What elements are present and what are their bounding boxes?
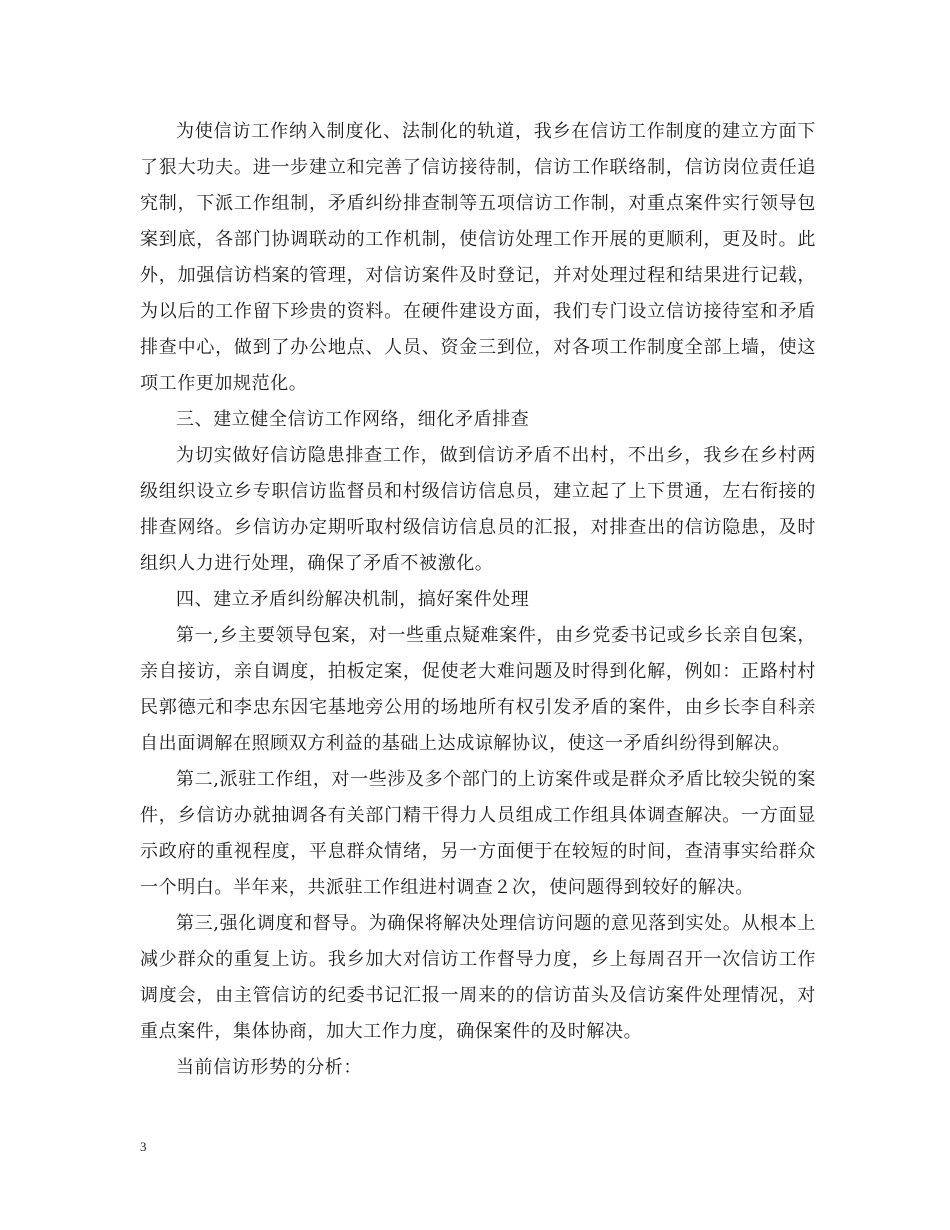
document-body	[140, 114, 816, 1086]
paragraph-second-measure: 第二,派驻工作组，对一些涉及多个部门的上访案件或是群众矛盾比较尖锐的案件，乡信访办就抽调各有关部门精干得力人员组成工作组具体调查解决。一方面显示政府的重视程度，平息群众情绪，另一方面便于在较短的时间，查清事实给群众一个明白。半年来，共派驻工作组进村调查２次，使问题得到较好的解决。	[140, 769, 816, 898]
paragraph-system-building: 为使信访工作纳入制度化、法制化的轨道，我乡在信访工作制度的建立方面下了狠大功夫。进一步建立和完善了信访接待制，信访工作联络制，信访岗位责任追究制，下派工作组制，矛盾纠纷排查制等五项信访工作制，对重点案件实行领导包案到底，各部门协调联动的工作机制，使信访处理工作开展的更顺利，更及时。此外，加强信访档案的管理，对信访案件及时登记，并对处理过程和结果进行记载，为以后的工作留下珍贵的资料。在硬件建设方面，我们专门设立信访接待室和矛盾排查中心，做到了办公地点、人员、资金三到位，对各项工作制度全部上墙，使这项工作更加规范化。	[140, 121, 816, 394]
section-heading-mechanism: 四、建立矛盾纠纷解决机制，搞好案件处理	[176, 589, 530, 610]
paragraph-third-measure: 第三,强化调度和督导。为确保将解决处理信访问题的意见落到实处。从根本上减少群众的重复上访。我乡加大对信访工作督导力度，乡上每周召开一次信访工作调度会，由主管信访的纪委书记汇报一周来的的信访苗头及信访案件处理情况，对重点案件，集体协商，加大工作力度，确保案件的及时解决。	[140, 913, 816, 1042]
paragraph-first-measure: 第一,乡主要领导包案，对一些重点疑难案件，由乡党委书记或乡长亲自包案，亲自接访，亲自调度，拍板定案，促使老大难问题及时得到化解，例如：正路村村民郭德元和李忠东因宅基地旁公用的场地所有权引发矛盾的案件，由乡长李自科亲自出面调解在照顾双方利益的基础上达成谅解协议，使这一矛盾纠纷得到解决。	[140, 625, 816, 754]
section-heading-analysis: 当前信访形势的分析：	[176, 1057, 362, 1078]
page-number: 3	[140, 1139, 147, 1154]
paragraph-network: 为切实做好信访隐患排查工作，做到信访矛盾不出村，不出乡，我乡在乡村两级组织设立乡专职信访监督员和村级信访信息员，建立起了上下贯通，左右衔接的排查网络。乡信访办定期听取村级信访信息员的汇报，对排查出的信访隐患，及时组织人力进行处理，确保了矛盾不被激化。	[140, 445, 816, 574]
section-heading-network: 三、建立健全信访工作网络，细化矛盾排查	[176, 409, 530, 430]
